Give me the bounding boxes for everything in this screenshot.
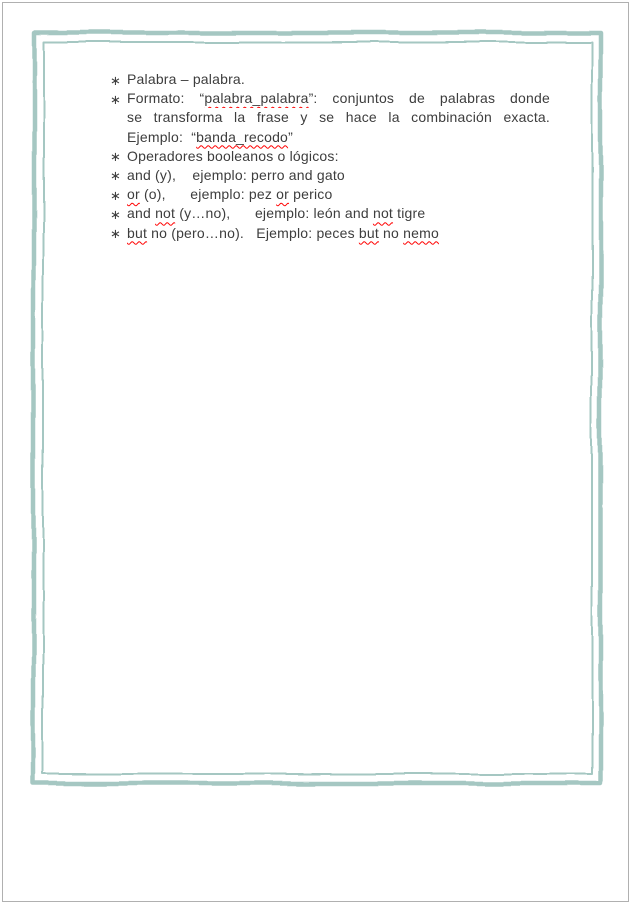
misspelled-word: palabra_palabra — [204, 90, 309, 107]
asterisk-bullet-icon: ∗ — [110, 72, 122, 88]
text-segment: tigre — [393, 205, 426, 222]
text-segment: se transforma la frase y se hace la combinación exacta. — [127, 109, 550, 126]
list-item — [110, 89, 550, 147]
list-item — [110, 204, 550, 223]
asterisk-bullet-icon: ∗ — [110, 91, 122, 107]
justified-line — [127, 89, 550, 108]
list-item — [110, 224, 550, 243]
text-segment: ”: conjuntos de palabras donde — [308, 90, 550, 107]
text-segment: and (y), ejemplo: perro and gato — [127, 166, 345, 183]
misspelled-word: not — [155, 205, 176, 222]
list-item — [110, 70, 550, 89]
text-segment: ” — [288, 128, 293, 145]
text-segment: no (pero…no). Ejemplo: peces — [147, 224, 359, 241]
text-segment: and — [127, 205, 156, 222]
text-line — [127, 128, 550, 147]
asterisk-bullet-icon: ∗ — [110, 149, 122, 165]
asterisk-bullet-icon: ∗ — [110, 168, 122, 184]
misspelled-word: but — [358, 224, 379, 241]
text-segment: Formato: “ — [127, 90, 205, 107]
text-segment: (y…no), ejemplo: león and — [175, 205, 373, 222]
list-item — [110, 166, 550, 185]
asterisk-bullet-icon: ∗ — [110, 226, 122, 242]
list-item — [110, 185, 550, 204]
text-segment: (o), ejemplo: pez — [139, 186, 277, 203]
bullet-list — [110, 70, 550, 243]
misspelled-word: or — [276, 186, 290, 203]
asterisk-bullet-icon: ∗ — [110, 206, 122, 222]
text-segment: no — [378, 224, 404, 241]
text-segment: Palabra – palabra. — [127, 71, 246, 87]
asterisk-bullet-icon: ∗ — [110, 187, 122, 203]
text-segment: perico — [289, 186, 333, 203]
misspelled-word: banda_recodo — [196, 128, 289, 145]
justified-line — [127, 108, 550, 127]
misspelled-word: nemo — [403, 224, 439, 241]
misspelled-word: not — [372, 205, 394, 222]
text-segment: Operadores booleanos o lógicos: — [127, 147, 339, 164]
list-item — [110, 147, 550, 166]
text-segment: Ejemplo: “ — [127, 128, 197, 145]
misspelled-word: but — [127, 224, 148, 241]
misspelled-word: or — [127, 186, 140, 203]
